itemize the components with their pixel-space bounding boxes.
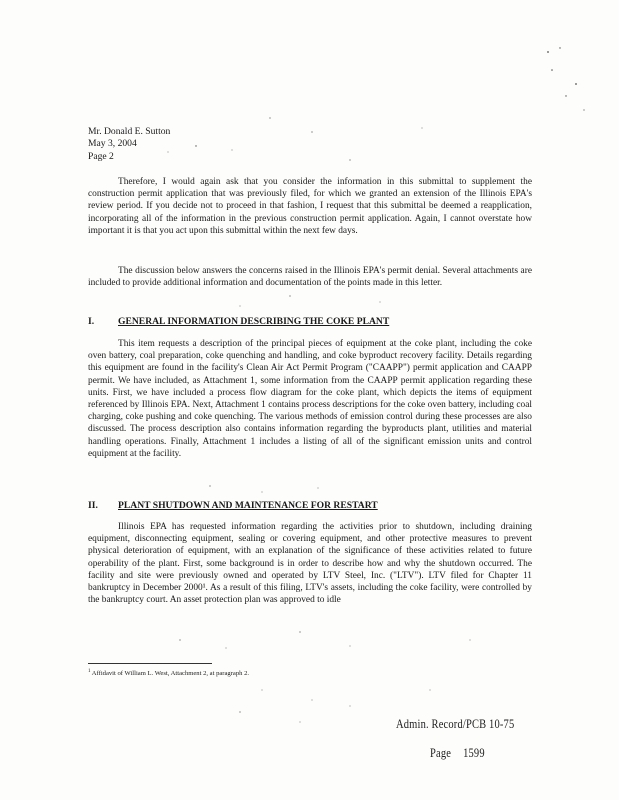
section-title: PLANT SHUTDOWN AND MAINTENANCE FOR RESTART <box>118 500 378 511</box>
page-indicator: Page 2 <box>88 150 114 162</box>
footnote-marker: 1 <box>88 669 91 674</box>
paragraph-text: The discussion below answers the concerns raised in the Illinois EPA's permit denial. Several attachments are included to provide additional information and documentation of the points made in this letter. <box>88 266 532 289</box>
section-number: II. <box>88 500 98 511</box>
letter-date: May 3, 2004 <box>88 138 137 150</box>
letter-header <box>88 126 170 163</box>
paragraph-text: This item requests a description of the principal pieces of equipment at the coke plant, including the coke oven battery, coal preparation, coke quenching and handling, and coke byproduct recovery facility. Details regarding this equipment are found in the facility's Clean Air Act Permit Program ("CAAPP") permit application and CAAPP permit. We have included, as Attachment 1, some information from the CAAPP permit application regarding these units. First, we have included a process flow diagram for the coke plant, which depicts the items of equipment referenced by Illinois EPA. Next, Attachment 1 contains process descriptions for the coke oven battery, including coal charging, coke pushing and coke quenching. The various methods of emission control during these processes are also discussed. The process description also contains information regarding the byproducts plant, utilities and material handling operations. Finally, Attachment 1 includes a listing of all of the significant emission units and control equipment at the facility. <box>88 339 532 459</box>
paragraph-text: Illinois EPA has requested information regarding the activities prior to shutdown, including draining equipment, disconnecting equipment, sealing or covering equipment, and other protective measures to prevent physical deterioration of equipment, with an explanation of the significance of these activities related to future operability of the plant. First, some background is in order to describe how and why the shutdown occurred. The facility and site were previously owned and operated by LTV Steel, Inc. ("LTV"). LTV filed for Chapter 11 bankruptcy in December 2000¹. As a result of this filing, LTV's assets, including the coke facility, were controlled by the bankruptcy court. An asset protection plan was approved to idle <box>88 522 532 606</box>
page-number-stamp <box>430 746 485 761</box>
page-number-value: 1599 <box>463 746 485 760</box>
paragraph-equipment-description <box>88 338 532 460</box>
page-number-label: Page <box>430 746 452 760</box>
paragraph-shutdown-activities <box>88 521 532 606</box>
footnote-text: Affidavit of William L. West, Attachment 2, at paragraph 2. <box>91 670 250 678</box>
paragraph-text: Therefore, I would again ask that you consider the information in this submittal to supplement the construction permit application that was previously filed, for which we granted an extension of the Illinois EPA's review period. If you decide not to proceed in that fashion, I request that this submittal be deemed a reapplication, incorporating all of the information in the previous construction permit application. Again, I cannot overstate how important it is that you act upon this submittal within the next few days. <box>88 177 532 236</box>
footnote <box>88 669 249 677</box>
admin-record-stamp: Admin. Record/PCB 10-75 <box>396 717 515 731</box>
recipient-name: Mr. Donald E. Sutton <box>88 126 171 137</box>
section-heading-general-information <box>88 316 389 327</box>
footnote-divider <box>88 663 212 664</box>
paragraph-discussion-intro <box>88 265 532 289</box>
section-heading-plant-shutdown <box>88 500 378 511</box>
section-number: I. <box>88 316 95 327</box>
paragraph-supplement-request <box>88 176 532 237</box>
section-title: GENERAL INFORMATION DESCRIBING THE COKE PLANT <box>118 316 390 327</box>
